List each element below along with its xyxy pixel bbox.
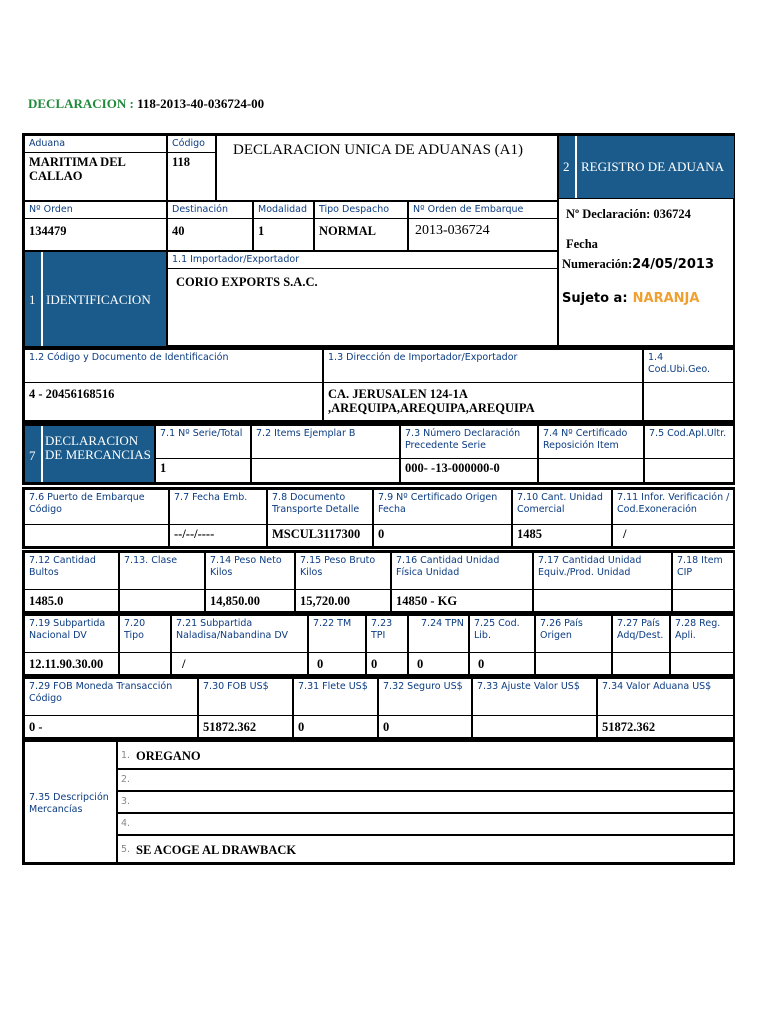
f731-value: 0 [298,720,305,734]
f715-cell [295,552,391,612]
f729-label: 7.29 FOB Moneda Transacción Código [25,679,197,716]
despacho-cell [314,201,408,251]
orden-cell [24,201,167,251]
desc-line-3 [117,791,735,813]
numeracion-label: Numeración: [562,257,633,271]
f730-value: 51872.362 [203,720,257,734]
direccion-label: 1.3 Dirección de Importador/Exportador [324,350,642,383]
direccion-line-1: CA. JERUSALEN 124-1A [328,387,468,401]
f714-value: 14,850.00 [210,594,260,608]
f718-label: 7.18 Item CIP [673,553,734,590]
f726-cell [535,615,612,675]
desc-label-cell [24,741,117,863]
block-general [22,133,735,347]
f724-value: 0 [417,657,424,671]
aduana-cell [24,135,167,201]
f713-cell [119,552,205,612]
despacho-value: NORMAL [319,224,376,238]
f78-cell [267,489,373,547]
despacho-label: Tipo Despacho [315,202,407,219]
f72-cell [251,425,400,483]
f732-value: 0 [383,720,390,734]
doc-label: 1.2 Código y Documento de Identificación [25,350,322,383]
f717-cell [533,552,672,612]
f722-label: 7.22 TM [309,616,365,653]
f718-cell [672,552,735,612]
direccion-cell [323,349,643,421]
desc-line-3-num: 3. [121,796,131,807]
importador-cell [167,251,558,347]
sujeto-label: Sujeto a: [562,291,628,306]
registro-number: 2 [563,159,570,174]
f73-cell [400,425,538,483]
f711-cell [612,489,735,547]
f711-value: / [623,527,627,541]
doc-value: 4 - 20456168516 [29,387,115,401]
f78-value: MSCUL3117300 [272,527,361,541]
desc-line-1-num: 1. [121,750,131,761]
f729-value: 0 - [29,720,43,734]
desc-line-5 [117,835,735,863]
f76-cell [24,489,169,547]
embarque-value: 2013-036724 [415,223,490,238]
f730-label: 7.30 FOB US$ [199,679,292,716]
desc-label: 7.35 Descripción Mercancías [29,792,109,815]
f723-cell [366,615,408,675]
desc-line-1-text: OREGANO [136,749,201,763]
registro-label: REGISTRO DE ADUANA [581,159,724,174]
desc-line-3-text [132,794,140,798]
desc-line-2 [117,769,735,791]
f715-value: 15,720.00 [300,594,350,608]
f73-value: 000- -13-000000-0 [405,461,500,475]
mercancias-label: DECLARACION DE MERCANCIAS [45,433,151,462]
f731-cell [293,678,378,738]
f77-value: --/--/---- [174,527,215,541]
f734-value: 51872.362 [602,720,656,734]
desc-line-5-num: 5. [121,844,131,855]
f78-label: 7.8 Documento Transporte Detalle [268,490,372,525]
block-descripcion [22,739,735,865]
modalidad-value: 1 [258,224,265,238]
declaration-header [28,96,264,112]
embarque-label: Nº Orden de Embarque [409,202,557,219]
direccion-line-2: ,AREQUIPA,AREQUIPA,AREQUIPA [328,401,535,415]
orden-label: Nº Orden [25,202,166,219]
destinacion-label: Destinación [168,202,252,219]
declaration-label: DECLARACION : [28,96,134,111]
f725-label: 7.25 Cod. Lib. [470,616,534,653]
f733-label: 7.33 Ajuste Valor US$ [473,679,596,716]
f714-cell [205,552,295,612]
identificacion-label: IDENTIFICACION [46,292,151,307]
numeracion-cell [558,199,735,347]
importador-value: CORIO EXPORTS S.A.C. [176,275,318,289]
f79-cell [373,489,512,547]
mercancias-header-cell [24,425,155,483]
block-subpartida [22,613,735,677]
ubigeo-cell [643,349,735,421]
form-title: DECLARACION UNICA DE ADUANAS (A1) [233,142,523,158]
f710-value: 1485 [517,527,542,541]
f710-label: 7.10 Cant. Unidad Comercial [513,490,611,525]
f732-label: 7.32 Seguro US$ [379,679,471,716]
f719-cell [24,615,119,675]
f721-value: / [182,657,186,671]
f713-label: 7.13. Clase [120,553,204,590]
desc-line-2-num: 2. [121,774,131,785]
f732-cell [378,678,472,738]
f79-value: 0 [378,527,385,541]
f731-label: 7.31 Flete US$ [294,679,377,716]
desc-line-4-num: 4. [121,818,131,829]
f730-cell [198,678,293,738]
modalidad-cell [253,201,314,251]
registro-aduana-cell [558,135,735,199]
doc-cell [24,349,323,421]
f710-cell [512,489,612,547]
f723-label: 7.23 TPI [367,616,407,653]
desc-line-5-text: SE ACOGE AL DRAWBACK [136,843,297,857]
f722-cell [308,615,366,675]
f724-label: 7.24 TPN [409,616,468,653]
f729-cell [24,678,198,738]
block-cantidades [22,550,735,614]
f716-value: 14850 - KG [396,594,458,608]
f711-label: 7.11 Infor. Verificación / Cod.Exoneración [613,490,734,525]
f717-label: 7.17 Cantidad Unidad Equiv./Prod. Unidad [534,553,671,590]
f720-label: 7.20 Tipo [120,616,170,653]
block-identification [22,347,735,423]
f721-label: 7.21 Subpartida Naladisa/Nabandina DV [172,616,307,653]
f75-label: 7.5 Cod.Apl.Ultr. [645,426,734,459]
desc-line-1 [117,741,735,769]
aduana-value: MARITIMA DEL CALLAO [29,155,126,183]
numeracion-date: 24/05/2013 [632,257,714,272]
f77-cell [169,489,267,547]
f719-label: 7.19 Subpartida Nacional DV [25,616,118,653]
f71-cell [155,425,251,483]
f725-value: 0 [478,657,485,671]
desc-line-4 [117,813,735,835]
form-title-cell [216,135,558,201]
f73-label: 7.3 Número Declaración Precedente Serie [401,426,537,459]
f79-label: 7.9 Nº Certificado Origen Fecha [374,490,511,525]
orden-value: 134479 [29,224,67,238]
mercancias-number: 7 [29,448,36,463]
ubigeo-label [644,350,734,383]
codigo-label: Código [168,136,215,153]
f728-cell [670,615,735,675]
f727-cell [612,615,670,675]
f724-cell [408,615,469,675]
f77-label: 7.7 Fecha Emb. [170,490,266,525]
f721-cell [171,615,308,675]
f714-label: 7.14 Peso Neto Kilos [206,553,294,590]
ubigeo-label-2: Cod.Ubi.Geo. [648,364,711,375]
desc-line-2-text [132,772,140,776]
identificacion-number: 1 [29,292,36,307]
f712-value: 1485.0 [29,594,64,608]
f71-label: 7.1 Nº Serie/Total [156,426,250,459]
f74-cell [538,425,644,483]
f727-label: 7.27 País Adq/Dest. [613,616,669,653]
f716-cell [391,552,533,612]
f716-label: 7.16 Cantidad Unidad Física Unidad [392,553,532,590]
f715-label: 7.15 Peso Bruto Kilos [296,553,390,590]
f734-label: 7.34 Valor Aduana US$ [598,679,734,716]
ubigeo-label-1: 1.4 [648,352,664,363]
destinacion-value: 40 [172,224,185,238]
f76-label: 7.6 Puerto de Embarque Código [25,490,168,525]
f71-value: 1 [160,461,167,475]
aduana-label: Aduana [25,136,166,153]
modalidad-label: Modalidad [254,202,313,219]
embarque-cell [408,201,558,251]
f733-cell [472,678,597,738]
codigo-value: 118 [172,155,191,169]
desc-line-4-text [132,816,140,820]
block-mercancias [22,423,735,485]
f725-cell [469,615,535,675]
f734-cell [597,678,735,738]
declaration-number: 118-2013-40-036724-00 [137,96,265,111]
f712-cell [24,552,119,612]
f719-value: 12.11.90.30.00 [29,657,104,671]
identificacion-cell [24,251,167,347]
f712-label: 7.12 Cantidad Bultos [25,553,118,590]
f72-label: 7.2 Items Ejemplar B [252,426,399,459]
importador-label: 1.1 Importador/Exportador [168,252,557,269]
f720-cell [119,615,171,675]
f726-label: 7.26 País Origen [536,616,611,653]
block-transporte [22,487,735,549]
codigo-cell [167,135,216,201]
f75-cell [644,425,735,483]
num-declaracion: Nº Declaración: 036724 [566,207,691,221]
fecha-label: Fecha [566,237,598,251]
f728-label: 7.28 Reg. Apli. [671,616,734,653]
block-valores [22,676,735,740]
f723-value: 0 [371,657,378,671]
destinacion-cell [167,201,253,251]
f74-label: 7.4 Nº Certificado Reposición Item [539,426,643,459]
sujeto-value: NARANJA [632,291,700,306]
f722-value: 0 [317,657,324,671]
